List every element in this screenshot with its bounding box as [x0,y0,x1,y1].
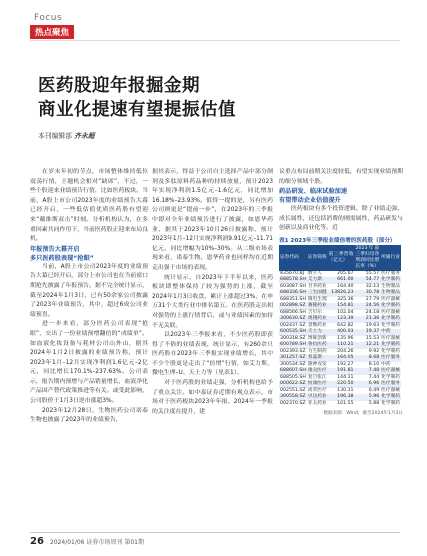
table-cell: 7.44 [368,374,380,380]
table-cell: 300630.SZ [280,316,306,322]
table-cell: 恒康医疗 [307,381,327,387]
table-row [279,394,401,401]
table-cell: 赛隆药业 [307,303,327,309]
table-cell: 三生国健 [307,290,327,296]
table-row [279,316,401,323]
data-table [279,245,401,408]
paragraph: 当前，A股上市公司2023年度的业绩预告大幕已经开启，部分上市公司也在当前窗口期抢先披露了年报预告。据不完全统计显示，截至2024年1月3日，已有50余家公司披露了2023年业绩预告，其中，超过6成公司业绩预喜。 [30,263,148,318]
table-cell: 7.48 [355,368,381,375]
table-cell: 54.77 [355,277,381,284]
table-cell: 中药 [380,329,401,336]
table-cell: 6.96 [355,381,381,388]
article-title-line2: 商业化提速有望提振估值 [38,100,236,120]
table-cell: 15.53 [365,335,380,341]
column-3 [279,168,403,419]
table-row [279,290,401,297]
paragraph: 议重点布局前期关注度较低，有望实现业绩预期的细分领域个股。 [279,169,403,185]
table-source: 数据来源：Wind，截至2024年1月3日 [323,411,403,417]
footer-text: 2024/01/06 证券市场周刊 第01期 [49,539,144,546]
table-cell: 144.11 [337,374,354,380]
table-cell: 19.63 [365,322,380,328]
byline-prefix: 本刊编辑部 [38,132,75,140]
table-cell: 135.96 [337,335,354,341]
paragraph: 对于医药股的业绩走强，分析机构也给予了重点关注。如中泰证券近期有观点表示，市场对于医药板块2023年年报、2024年一季报的关注度在提升，建 [152,380,273,415]
section-badge: 热点聚焦 [30,25,74,39]
table-title: 表1 2023年三季报业绩倍增的医药股（部分） [279,237,396,244]
table-cell: 誉衡药业 [307,322,327,328]
section-label: Focus [34,13,63,23]
table-row [279,303,401,310]
table-cell: 196.38 [328,394,355,401]
table-cell: 325.36 [337,296,354,302]
table-cell: 642.82 [337,322,354,328]
table-cell: 55.57 [365,270,380,276]
subheading: 多只医药股表现“抢眼” [30,254,94,262]
subheading: 有望带动企业估值提升 [279,197,341,205]
table-row [279,381,401,388]
table-cell: 化学制药 [381,400,400,406]
subheading: 药品研发、临床试验加速 [279,188,348,196]
paragraph: 医药板块有多个投资逻辑，除了业绩走强、成长属性，还包括消费的刚需属性，药品研发与创新以及商业化等。近 [279,206,403,232]
table-cell: 123.39 [328,316,355,323]
table-cell: 002437.SZ [280,322,306,328]
table-cell: 30.78 [355,290,381,297]
table-cell: 6.49 [368,387,380,393]
paragraph: 进一步来看，部分医药公司表现“抢眼”，交出了一份业绩预增翻倍的“成绩单”。如血液化妆设备与耗材公司山外山，据其2024年1月2日披露的业绩预告称，预计2023年1月–12月实现净利润1.6亿元–2亿元，同比增长170.1%–237.63%。公司表示，报告期内预增与产品销量增长，血液净化产品国产替代政策推进等有关。或受此影响，公司股价于1月3日逆市涨超3%。 [30,321,148,405]
table-cell: 甘李药业 [307,283,327,289]
table-cell: 化学制药 [381,342,400,348]
table-cell: 130.11 [337,387,354,393]
table-cell: 688505.SH [280,374,306,380]
table-cell: 医疗器械 [381,296,400,302]
table-cell: 艾力斯 [307,277,328,284]
table-cell: 300318.SZ [280,335,306,341]
header-divider [30,40,400,41]
table-cell: 688578.SH [280,277,306,283]
table-cell: 陇神戎发 [307,361,327,367]
table-cell: 贝达药业 [307,394,327,400]
table-cell: 110.21 [328,342,355,349]
table-cell: 奥翔药业 [307,316,327,322]
table-cell: 603087.SH [280,283,306,289]
table-cell: 154.81 [328,303,355,310]
table-cell: 医疗服务 [381,270,400,276]
table-cell: 医疗服务 [381,355,400,361]
table-cell: 力生制药 [307,348,327,354]
table-cell: 19.37 [355,329,381,336]
column-1 [30,168,148,426]
table-cell: 661.00 [328,277,355,284]
table-cell: 化学制药 [381,322,400,328]
table-cell: 300534.SZ [280,361,306,367]
table-cell: 复旦张江 [307,374,327,380]
table-cell: 220.50 [328,381,355,388]
table-cell: 600535.SH [280,329,306,335]
table-cell: 002393.SZ [280,348,306,354]
table-cell: 192.27 [337,361,354,367]
table-cell: 9.92 [368,348,380,354]
table-cell: 205.67 [337,270,354,276]
table-cell: 300558.SZ [280,394,306,400]
table-cell: 101.55 [337,400,354,406]
table-cell: 医疗器械 [381,368,400,374]
table-cell: 中药 [381,361,391,367]
table-header-cell: 证券简称 [307,245,328,271]
table-row [279,329,401,336]
table-cell: 天士力 [307,329,328,336]
table-cell: 400.03 [328,329,355,336]
paragraph: 统计显示，自2023年下半年以来，医药板块即整体保持了较为强势的上涨，截至2024年1月3日收盘，累计上涨超过3%，在申万31个大类行业中排名第五。在医药股走出相对强势的上涨行情背后，或与业绩因素的加持不无关联。 [152,274,273,329]
table-cell: 医疗器械 [381,387,400,393]
table-row [279,355,401,362]
table-cell: 普蕊斯 [307,355,328,362]
table-cell: 尚荣医疗 [307,387,327,393]
subheading: 年报预告大幕开启 [30,245,80,253]
table-header-cell: 前三季营收（亿元） [328,245,355,271]
table-cell: 5.88 [368,400,380,406]
table-cell: 化学制药 [381,374,400,380]
table-cell: 微电生理 [307,296,327,302]
table-cell: 生物制品 [381,290,400,296]
table-cell: 生物制品 [381,283,400,289]
table-cell: 12.21 [355,342,381,349]
paragraph: 2023年12月28日，生物医药公司诺泰生物也披露了2023年的业绩预告， [30,407,148,424]
footer-divider [30,532,400,533]
table-header-cell: 2023年前三季归母净利润同比增长率（%） [355,245,380,269]
byline-author: 齐永超 [74,132,95,140]
table-cell: 002551.SZ [280,387,306,393]
footer [30,536,144,547]
table-cell: 002898.SZ [280,303,306,309]
table-cell: 医疗服务 [381,381,400,387]
table-cell: 24.56 [355,303,381,310]
table-header-cell: 所属行业 [380,245,401,271]
table-cell: 博晖创新 [307,335,327,341]
column-2 [152,168,273,417]
table-cell: 吉贝尔 [307,309,322,315]
byline [38,130,95,140]
table-cell: 亚太药业 [307,400,327,406]
table-cell: 鲁抗医药 [307,342,327,348]
table-cell: 204.26 [337,348,354,354]
table-cell: 688336.SH [280,290,306,296]
table-cell: 002370.SZ [280,400,306,406]
table-cell: 600789.SH [280,342,306,348]
table-cell: 医疗器械 [381,309,400,315]
table-cell: 24.18 [365,309,380,315]
table-cell: 688351.SH [280,296,306,302]
table-cell: 康众医疗 [307,368,327,374]
table-cell: 数字人 [307,270,322,276]
table-cell: 21.36 [355,316,381,323]
table-header-cell: 证券代码 [279,245,307,271]
table-cell: 27.79 [365,296,380,302]
page-number: 26 [30,536,44,547]
table-cell: 化学制药 [381,316,400,322]
table-cell: 医疗器械 [381,335,400,341]
table-cell: 191.81 [328,368,355,375]
table-header-row [279,245,401,271]
table-row [279,368,401,375]
table-cell: 688566.SH [280,309,306,315]
table-cell: 化学制药 [381,348,400,354]
table-row [279,401,401,408]
table-cell: 8.68 [355,355,381,362]
table-cell: 5.96 [355,394,381,401]
table-cell: 102.04 [337,309,354,315]
article-title-line1: 医药股迎年报掘金期 [38,76,200,96]
paragraph: 据其表示，得益于公司自主选择产品中部分制剂及多肽原料药品种的持续放量，预计2023年实现净利润1.5亿元–1.6亿元，同比增加16.18%–23.93%。值得一提的是，另有医药公司则更是“提前一步”，在2023年的三季报中即对全年业绩预告进行了披露，如恩华药业，据其于2023年10月26日披露称，预计2023年1月–12月实现净利润9.91亿元–11.71亿元，同比增幅为10%–30%。从二级市场表现来看，诺泰生物、恩华药业也同样均在近期走出强于市场的表现。 [152,169,274,271]
table-cell: 164.05 [328,355,355,362]
table-body [279,271,401,408]
table-cell: 13826.23 [328,290,355,297]
paragraph: 在岁末年初的节点，市场整体维持低位震荡行情，主题机会相对“缺席”，不过，一些个股迎来业绩预告行情，比如医药板块。当前，A股上市公司2023年度的业绩预告大幕已经开启，一些低估值优质医药股有望迎来“戴维斯双击”时刻。分析机构认为，在多重因素共同作用下，当前医药股正迎来布局良机。 [30,169,148,243]
table-cell: 化学制药 [381,394,400,400]
table-cell: 164.40 [337,283,354,289]
table-cell: 8.10 [368,361,380,367]
table-cell: 32.13 [365,283,380,289]
table-cell: 化学制药 [381,303,400,309]
table-row [279,342,401,349]
table-row [279,277,401,284]
paragraph: 以2023年三季报来看，不少医药股即获得了不俗的业绩表现，统计显示，有260余只医药股在2023年三季报实现业绩增长，其中不少个股更是走出了“倍增”行情，如艾力斯、微电生理–U、天士力等（见表1）。 [152,332,273,377]
table-cell: 301257.SZ [280,355,306,361]
table-cell: 688607.SH [280,368,306,374]
table-cell: 835670.BJ [280,270,304,276]
table-cell: 化学制药 [381,277,400,283]
table-cell: 000622.SZ [280,381,306,387]
